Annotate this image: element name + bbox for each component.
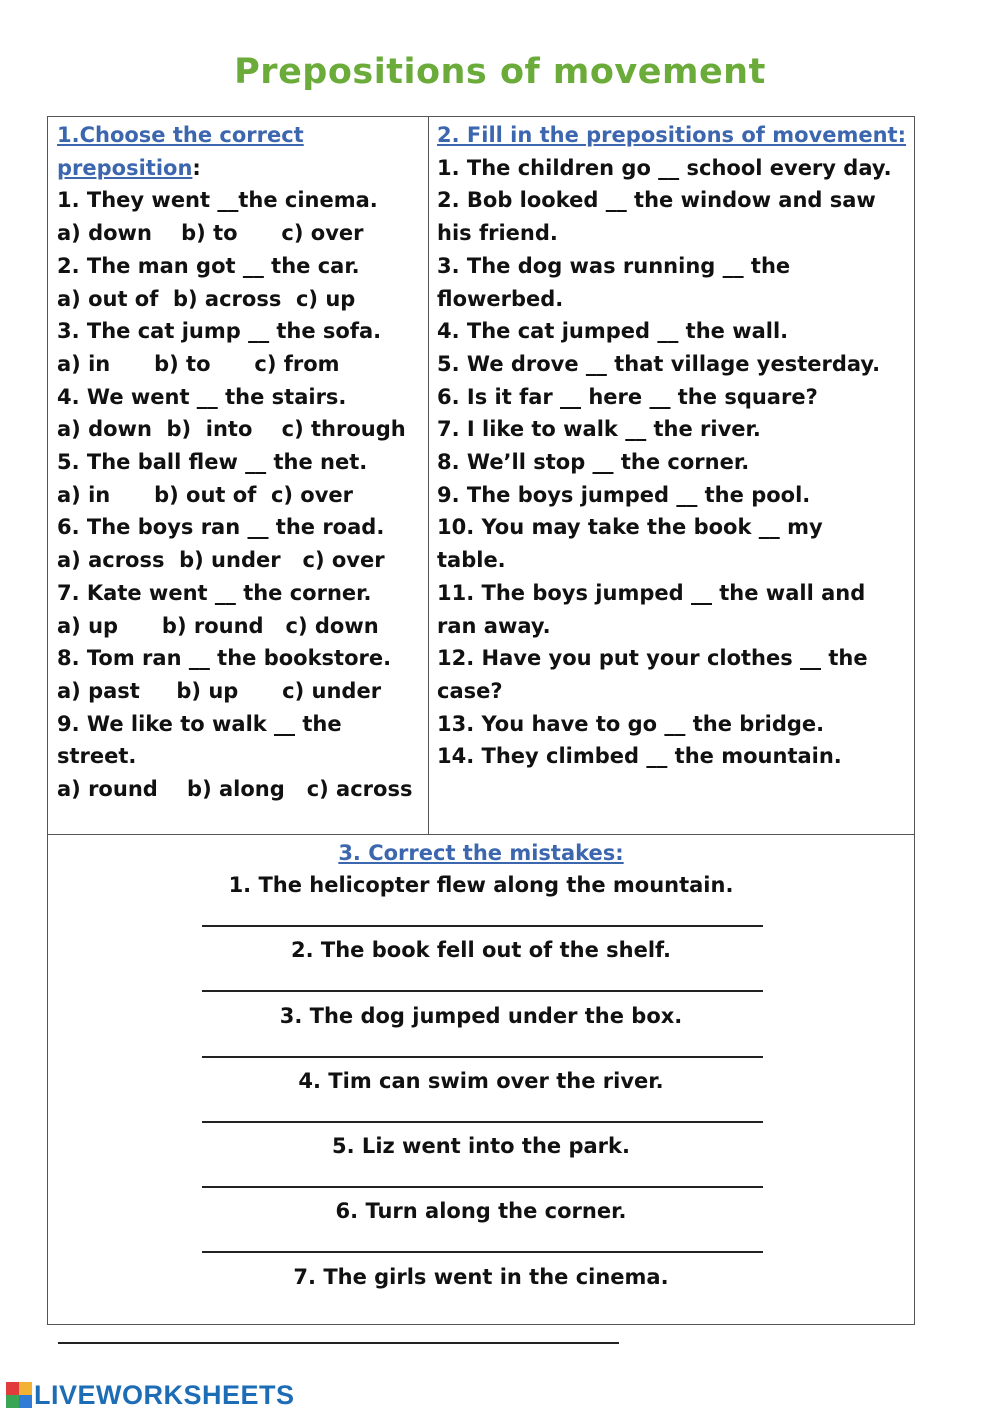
mistake-sentence: 7. The girls went in the cinema. bbox=[293, 1264, 669, 1289]
section2-line: 3. The dog was running __ the bbox=[437, 253, 791, 278]
section1-line: a) up b) round c) down bbox=[57, 613, 379, 638]
correction-item bbox=[48, 1000, 914, 1065]
mistake-sentence: 2. The book fell out of the shelf. bbox=[291, 938, 671, 963]
section2-line: flowerbed. bbox=[437, 286, 564, 311]
section1-heading bbox=[57, 119, 425, 184]
section1-line: 7. Kate went __ the corner. bbox=[57, 580, 372, 605]
section1-line: a) in b) to c) from bbox=[57, 351, 340, 376]
mistake-sentence: 4. Tim can swim over the river. bbox=[298, 1068, 664, 1093]
answer-line[interactable] bbox=[202, 1121, 763, 1123]
answer-line[interactable] bbox=[202, 925, 763, 927]
liveworksheets-logo bbox=[6, 1380, 295, 1410]
section2-line: 11. The boys jumped __ the wall and bbox=[437, 580, 866, 605]
section1-line: a) down b) to c) over bbox=[57, 221, 364, 246]
section3-heading: 3. Correct the mistakes: bbox=[338, 841, 624, 865]
section2-line: 12. Have you put your clothes __ the bbox=[437, 646, 868, 671]
section1-line: 5. The ball flew __ the net. bbox=[57, 450, 368, 475]
section1-line: 9. We like to walk __ the bbox=[57, 711, 342, 736]
answer-line[interactable] bbox=[202, 1056, 763, 1058]
section1-heading-part2: preposition bbox=[57, 155, 193, 180]
row-divider bbox=[48, 834, 914, 835]
answer-line[interactable] bbox=[202, 1251, 763, 1253]
section2-line: 4. The cat jumped __ the wall. bbox=[437, 319, 789, 344]
section2-line: case? bbox=[437, 678, 503, 703]
section2-line: 6. Is it far __ here __ the square? bbox=[437, 384, 818, 409]
correction-item bbox=[48, 1195, 914, 1260]
correction-item bbox=[48, 1130, 914, 1195]
section2-line: 10. You may take the book __ my bbox=[437, 515, 823, 540]
section3-items bbox=[48, 869, 914, 1326]
mistake-sentence: 6. Turn along the corner. bbox=[335, 1199, 627, 1224]
correction-item bbox=[48, 1261, 914, 1326]
worksheet-table bbox=[47, 116, 915, 1325]
section-correct-mistakes bbox=[48, 837, 914, 1326]
correction-item bbox=[48, 934, 914, 999]
section1-heading-colon: : bbox=[192, 155, 201, 180]
section2-line: 2. Bob looked __ the window and saw bbox=[437, 188, 876, 213]
section1-line: a) down b) into c) through bbox=[57, 417, 406, 442]
correction-item bbox=[48, 1065, 914, 1130]
logo-text: LIVEWORKSHEETS bbox=[34, 1379, 295, 1410]
section1-line: street. bbox=[57, 744, 137, 769]
section2-line: 5. We drove __ that village yesterday. bbox=[437, 351, 881, 376]
section1-heading-part1: 1.Choose the correct bbox=[57, 123, 304, 147]
mistake-sentence: 1. The helicopter flew along the mountain. bbox=[228, 873, 734, 897]
section1-line: a) out of b) across c) up bbox=[57, 286, 356, 311]
mistake-sentence: 5. Liz went into the park. bbox=[332, 1134, 630, 1159]
section1-line: a) round b) along c) across bbox=[57, 777, 413, 802]
section1-line: 4. We went __ the stairs. bbox=[57, 384, 347, 409]
section1-line: 1. They went __the cinema. bbox=[57, 188, 378, 213]
section2-line: 8. We’ll stop __ the corner. bbox=[437, 450, 750, 475]
section1-line: 3. The cat jump __ the sofa. bbox=[57, 319, 382, 344]
section2-line: 9. The boys jumped __ the pool. bbox=[437, 482, 811, 507]
section1-lines bbox=[57, 184, 425, 805]
section2-line: table. bbox=[437, 548, 506, 573]
section2-line: his friend. bbox=[437, 221, 558, 246]
answer-line[interactable] bbox=[202, 990, 763, 992]
section2-heading: 2. Fill in the prepositions of movement: bbox=[437, 123, 906, 147]
page-title: Prepositions of movement bbox=[234, 52, 766, 92]
section-fill-in bbox=[437, 119, 913, 773]
section2-line: 14. They climbed __ the mountain. bbox=[437, 744, 842, 769]
section1-line: a) past b) up c) under bbox=[57, 678, 382, 703]
section2-line: 7. I like to walk __ the river. bbox=[437, 417, 761, 442]
column-divider bbox=[428, 117, 429, 834]
correction-item bbox=[48, 869, 914, 934]
section1-line: 8. Tom ran __ the bookstore. bbox=[57, 646, 392, 671]
section2-line: 1. The children go __ school every day. bbox=[437, 155, 892, 180]
mistake-sentence: 3. The dog jumped under the box. bbox=[279, 1003, 683, 1028]
section1-line: a) across b) under c) over bbox=[57, 548, 385, 573]
logo-mark-icon bbox=[6, 1382, 32, 1408]
section2-line: ran away. bbox=[437, 613, 551, 638]
section1-line: 2. The man got __ the car. bbox=[57, 253, 360, 278]
answer-line[interactable] bbox=[202, 1186, 763, 1188]
answer-line[interactable] bbox=[58, 1342, 619, 1344]
section2-lines bbox=[437, 152, 913, 773]
section1-line: 6. The boys ran __ the road. bbox=[57, 515, 385, 540]
section-choose-preposition bbox=[57, 119, 425, 806]
section2-line: 13. You have to go __ the bridge. bbox=[437, 711, 825, 736]
section1-line: a) in b) out of c) over bbox=[57, 482, 354, 507]
